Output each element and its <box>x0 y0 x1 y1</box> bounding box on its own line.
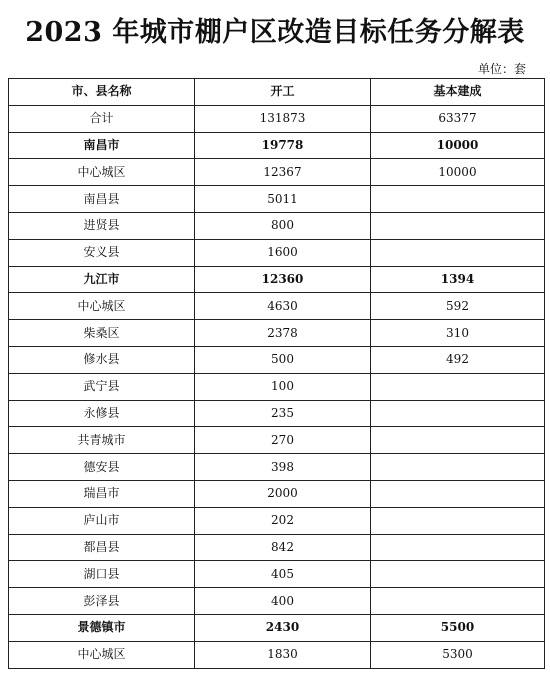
cell-done: 592 <box>371 293 545 320</box>
cell-done: 10000 <box>371 132 545 159</box>
cell-name: 合计 <box>9 105 195 132</box>
table-header-row <box>9 79 545 106</box>
table-row <box>9 614 545 641</box>
table-row <box>9 534 545 561</box>
table-row <box>9 159 545 186</box>
table-row <box>9 427 545 454</box>
cell-name: 彭泽县 <box>9 588 195 615</box>
cell-start: 4630 <box>195 293 371 320</box>
cell-start: 1830 <box>195 641 371 668</box>
table-row <box>9 132 545 159</box>
cell-done <box>371 186 545 213</box>
cell-start: 2000 <box>195 480 371 507</box>
cell-name: 南昌市 <box>9 132 195 159</box>
table-row <box>9 346 545 373</box>
cell-start: 131873 <box>195 105 371 132</box>
table-row <box>9 641 545 668</box>
cell-done <box>371 507 545 534</box>
header-done: 基本建成 <box>371 79 545 106</box>
cell-name: 南昌县 <box>9 186 195 213</box>
header-start: 开工 <box>195 79 371 106</box>
cell-start: 398 <box>195 454 371 481</box>
table-row <box>9 561 545 588</box>
cell-done: 5300 <box>371 641 545 668</box>
cell-start: 1600 <box>195 239 371 266</box>
cell-name: 湖口县 <box>9 561 195 588</box>
cell-done <box>371 588 545 615</box>
table-row <box>9 507 545 534</box>
table-row <box>9 293 545 320</box>
cell-done: 63377 <box>371 105 545 132</box>
cell-start: 400 <box>195 588 371 615</box>
cell-done <box>371 373 545 400</box>
cell-name: 修水县 <box>9 346 195 373</box>
cell-done <box>371 454 545 481</box>
cell-name: 中心城区 <box>9 293 195 320</box>
cell-start: 270 <box>195 427 371 454</box>
table-row <box>9 212 545 239</box>
cell-done: 10000 <box>371 159 545 186</box>
table-row <box>9 373 545 400</box>
table-body <box>9 105 545 668</box>
cell-start: 202 <box>195 507 371 534</box>
cell-done: 5500 <box>371 614 545 641</box>
cell-name: 永修县 <box>9 400 195 427</box>
cell-start: 2378 <box>195 320 371 347</box>
cell-start: 500 <box>195 346 371 373</box>
cell-start: 800 <box>195 212 371 239</box>
cell-done: 492 <box>371 346 545 373</box>
cell-start: 2430 <box>195 614 371 641</box>
cell-done: 1394 <box>371 266 545 293</box>
table-row <box>9 588 545 615</box>
cell-name: 瑞昌市 <box>9 480 195 507</box>
cell-start: 100 <box>195 373 371 400</box>
cell-done: 310 <box>371 320 545 347</box>
cell-done <box>371 534 545 561</box>
header-name: 市、县名称 <box>9 79 195 106</box>
cell-start: 19778 <box>195 132 371 159</box>
cell-done <box>371 400 545 427</box>
table-row <box>9 400 545 427</box>
cell-start: 12367 <box>195 159 371 186</box>
table-row <box>9 186 545 213</box>
cell-name: 景德镇市 <box>9 614 195 641</box>
table-row <box>9 320 545 347</box>
table-row <box>9 480 545 507</box>
table-row <box>9 105 545 132</box>
cell-name: 都昌县 <box>9 534 195 561</box>
task-table <box>8 78 545 669</box>
cell-done <box>371 427 545 454</box>
page-title: 2023 年城市棚户区改造目标任务分解表 <box>25 17 525 48</box>
cell-name: 德安县 <box>9 454 195 481</box>
cell-name: 共青城市 <box>9 427 195 454</box>
cell-name: 安义县 <box>9 239 195 266</box>
table-row <box>9 266 545 293</box>
cell-start: 405 <box>195 561 371 588</box>
cell-done <box>371 561 545 588</box>
cell-name: 九江市 <box>9 266 195 293</box>
cell-name: 庐山市 <box>9 507 195 534</box>
unit-label: 单位：套 <box>477 62 526 76</box>
cell-name: 中心城区 <box>9 641 195 668</box>
cell-done <box>371 480 545 507</box>
cell-start: 235 <box>195 400 371 427</box>
cell-start: 12360 <box>195 266 371 293</box>
table-row <box>9 239 545 266</box>
cell-name: 柴桑区 <box>9 320 195 347</box>
cell-name: 进贤县 <box>9 212 195 239</box>
cell-start: 5011 <box>195 186 371 213</box>
table-row <box>9 454 545 481</box>
cell-start: 842 <box>195 534 371 561</box>
cell-done <box>371 239 545 266</box>
cell-done <box>371 212 545 239</box>
cell-name: 中心城区 <box>9 159 195 186</box>
cell-name: 武宁县 <box>9 373 195 400</box>
